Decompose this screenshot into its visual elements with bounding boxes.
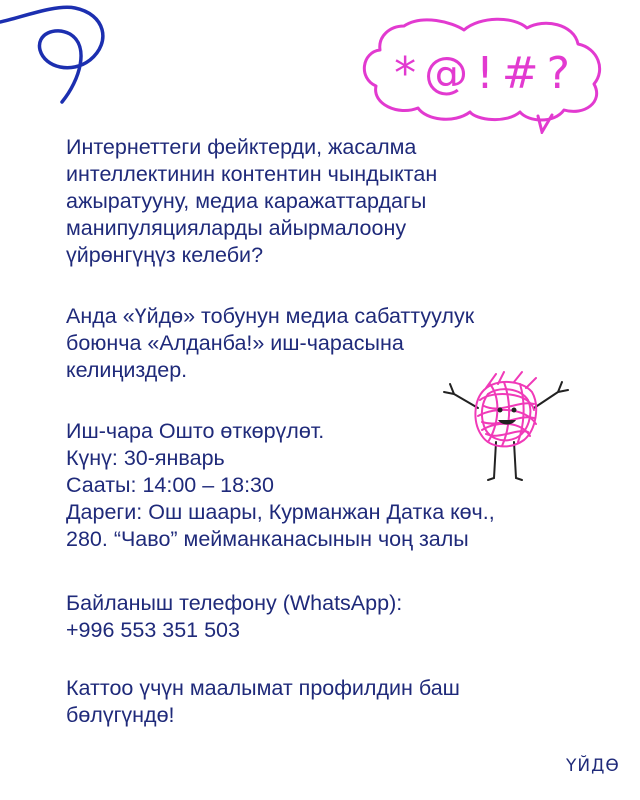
invite-paragraph: Анда «Үйдө» тобунун медиа сабаттуулук боюнча «Алданба!» иш-чарасына келиңиздер. [66, 304, 475, 382]
registration-note: Каттоо үчүн маалымат профилдин баш бөлүгүндө! [66, 676, 460, 727]
event-details-paragraph: Иш-чара Ошто өткөрүлөт. Күнү: 30-январь Сааты: 14:00 – 18:30 Дареги: Ош шаары, Курманжан Датка көч., 280. “Чаво” мейманканасынын чоң залы [66, 419, 495, 551]
brand-logo: ҮЙДӨ [566, 756, 620, 776]
contact-paragraph: Байланыш телефону (WhatsApp): +996 553 351 503 [66, 591, 403, 642]
speech-bubble-doodle [352, 12, 614, 134]
intro-paragraph: Интернеттеги фейктерди, жасалма интеллектинин контентин чындыктан ажыратууну, медиа каражаттардагы манипуляцияларды айырмалоону үйрөнгүңүз келеби? [66, 135, 438, 267]
grawlix-symbols: *@!#? [394, 48, 578, 99]
swirl-doodle [0, 0, 140, 110]
